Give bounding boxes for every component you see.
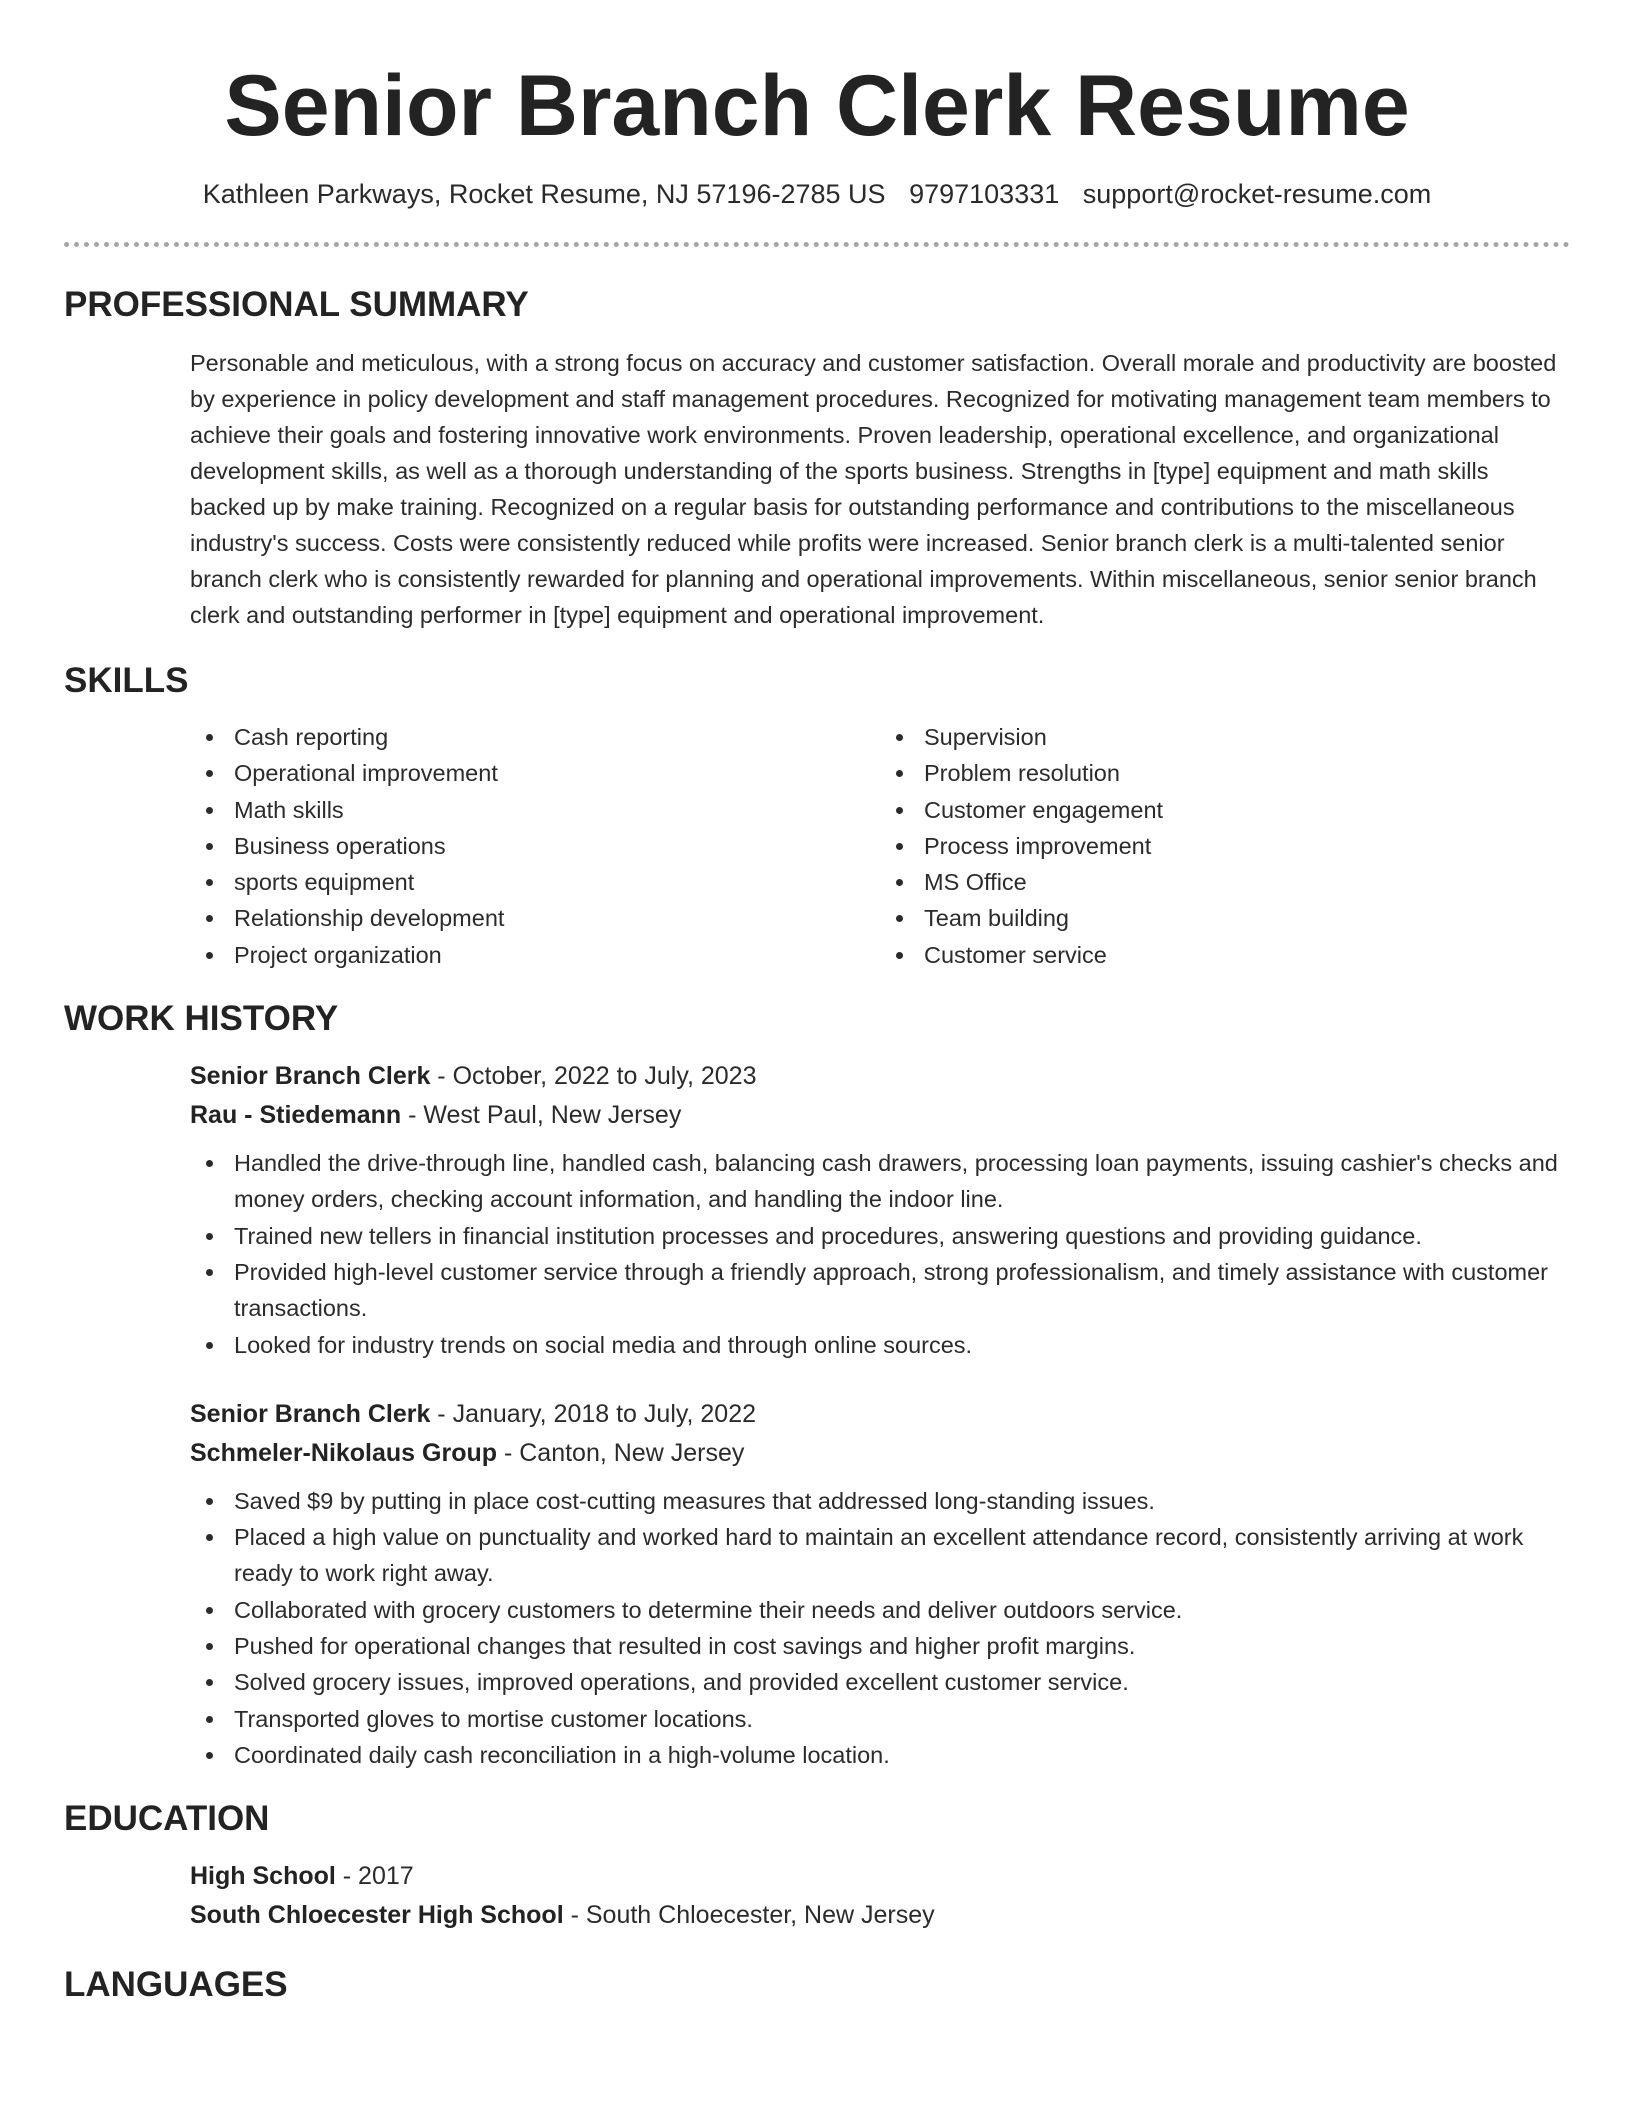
education-location: - South Chloecester, New Jersey (563, 1901, 935, 1930)
skills-column-right (880, 719, 1570, 973)
skill-item: Operational improvement (234, 755, 880, 791)
summary-text: Personable and meticulous, with a strong focus on accuracy and customer satisfaction. Overall morale and productivity are boosted by experience in policy development and staff management procedures. Recognized for motivating management team members to achieve their goals and fostering innovative work environments. Proven leadership, operational excellence, and organizational development skills, as well as a thorough understanding of the sports business. Strengths in [type] equipment and math skills backed up by make training. Recognized on a regular basis for outstanding performance and contributions to the miscellaneous industry's success. Costs were consistently reduced while profits were increased. Senior branch clerk is a multi-talented senior branch clerk who is consistently rewarded for planning and operational improvements. Within miscellaneous, senior senior branch clerk and outstanding performer in [type] equipment and operational improvement. (190, 350, 1557, 628)
skills-heading: SKILLS (64, 661, 189, 700)
work-history-heading: WORK HISTORY (64, 999, 339, 1039)
job-bullet: Provided high-level customer service through a friendly approach, strong professionalism, and timely assistance with customer transactions. (234, 1254, 1570, 1327)
job-bullet: Saved $9 by putting in place cost-cutting measures that addressed long-standing issues. (234, 1483, 1570, 1519)
job-bullet: Transported gloves to mortise customer locations. (234, 1701, 1570, 1737)
skill-item: Team building (924, 900, 1570, 936)
job-bullet: Handled the drive-through line, handled cash, balancing cash drawers, processing loan payments, issuing cashier's checks and money orders, checking account information, and handling the indoor line. (234, 1145, 1570, 1218)
skill-item: Relationship development (234, 900, 880, 936)
summary-heading: PROFESSIONAL SUMMARY (64, 285, 529, 324)
job-bullet: Pushed for operational changes that resulted in cost savings and higher profit margins. (234, 1628, 1570, 1664)
job-dates: - October, 2022 to July, 2023 (430, 1062, 757, 1091)
job-entry (64, 1057, 1570, 1363)
skills-list (190, 719, 1570, 973)
education-year: - 2017 (335, 1862, 414, 1891)
job-bullet: Coordinated daily cash reconciliation in a high-volume location. (234, 1737, 1570, 1773)
contact-phone: 9797103331 (909, 179, 1060, 209)
education-degree: High School (190, 1862, 336, 1891)
job-role-line (190, 1057, 1570, 1096)
job-dates: - January, 2018 to July, 2022 (430, 1399, 757, 1428)
job-role: Senior Branch Clerk (190, 1399, 431, 1428)
contact-address: Kathleen Parkways, Rocket Resume, NJ 57196-2785 US (202, 179, 886, 209)
education-school-line (190, 1896, 1570, 1935)
job-location: - Canton, New Jersey (497, 1438, 745, 1467)
education-entry (64, 1857, 1570, 1935)
education-heading: EDUCATION (64, 1799, 270, 1839)
skill-item: MS Office (924, 864, 1570, 900)
education-school: South Chloecester High School (190, 1901, 564, 1930)
job-role-line (190, 1395, 1570, 1434)
job-company-line (190, 1096, 1570, 1135)
job-bullet: Collaborated with grocery customers to determine their needs and deliver outdoors service. (234, 1592, 1570, 1628)
resume-page (64, 0, 1570, 2007)
skill-item: Customer engagement (924, 792, 1570, 828)
job-bullet: Looked for industry trends on social media and through online sources. (234, 1327, 1570, 1363)
skill-item: Business operations (234, 828, 880, 864)
skill-item: Math skills (234, 792, 880, 828)
job-entry (64, 1395, 1570, 1773)
languages-heading: LANGUAGES (64, 1965, 288, 2005)
job-company: Rau - Stiedemann (190, 1101, 402, 1130)
skill-item: Project organization (234, 937, 880, 973)
job-company-line (190, 1434, 1570, 1473)
job-bullet: Solved grocery issues, improved operations, and provided excellent customer service. (234, 1664, 1570, 1700)
skill-item: Cash reporting (234, 719, 880, 755)
education-degree-line (190, 1857, 1570, 1896)
skill-item: Problem resolution (924, 755, 1570, 791)
contact-email: support@rocket-resume.com (1082, 179, 1432, 209)
job-location: - West Paul, New Jersey (401, 1101, 682, 1130)
job-bullet: Trained new tellers in financial institution processes and procedures, answering questions and providing guidance. (234, 1218, 1570, 1254)
skills-column-left (190, 719, 880, 973)
job-bullet: Placed a high value on punctuality and worked hard to maintain an excellent attendance record, consistently arriving at work ready to work right away. (234, 1519, 1570, 1592)
contact-line (64, 176, 1570, 212)
header-divider (64, 242, 1570, 247)
job-bullets (64, 1145, 1570, 1363)
skill-item: Process improvement (924, 828, 1570, 864)
job-bullets (64, 1483, 1570, 1773)
skill-item: sports equipment (234, 864, 880, 900)
job-role: Senior Branch Clerk (190, 1062, 431, 1091)
skill-item: Supervision (924, 719, 1570, 755)
resume-title: Senior Branch Clerk Resume (224, 58, 1410, 154)
skill-item: Customer service (924, 937, 1570, 973)
job-company: Schmeler-Nikolaus Group (190, 1438, 498, 1467)
